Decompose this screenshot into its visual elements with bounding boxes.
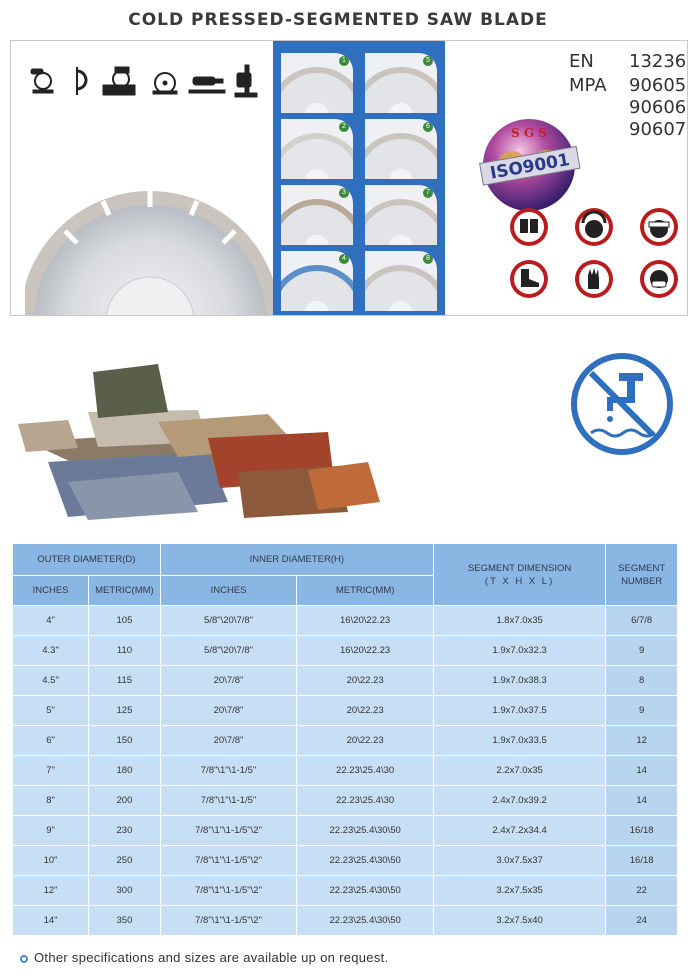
cell-inner-mm: 22.23\25.4\30\50 <box>297 816 434 846</box>
blade-thumbnail <box>281 119 353 179</box>
table-row <box>13 906 678 936</box>
table-row <box>13 636 678 666</box>
cell-outer-inches: 10" <box>13 846 89 876</box>
cell-segment-number: 8 <box>606 666 678 696</box>
cell-segment-number: 12 <box>606 726 678 756</box>
cell-outer-mm: 250 <box>89 846 161 876</box>
product-banner <box>10 40 688 316</box>
cell-inner-inches: 7/8"\1"\1-1/5"\2" <box>160 846 297 876</box>
cell-outer-inches: 7" <box>13 756 89 786</box>
read-manual-icon <box>510 208 548 246</box>
table-row <box>13 726 678 756</box>
table-row <box>13 786 678 816</box>
cell-outer-inches: 8" <box>13 786 89 816</box>
circular-saw-icon <box>153 73 177 94</box>
cell-inner-mm: 20\22.23 <box>297 726 434 756</box>
cell-inner-mm: 20\22.23 <box>297 696 434 726</box>
cell-segment-dimension: 2.2x7.0x35 <box>433 756 605 786</box>
cell-outer-inches: 14" <box>13 906 89 936</box>
cell-segment-dimension: 1.9x7.0x33.5 <box>433 726 605 756</box>
cell-outer-inches: 6" <box>13 726 89 756</box>
handheld-cutter-icon <box>189 77 225 93</box>
certification-zone <box>445 41 688 315</box>
cell-outer-mm: 110 <box>89 636 161 666</box>
iso-text: ISO9001 <box>488 150 572 184</box>
cell-outer-inches: 12" <box>13 876 89 906</box>
cell-segment-number: 22 <box>606 876 678 906</box>
no-water-icon <box>569 351 675 457</box>
cell-inner-inches: 5/8"\20\7/8" <box>160 606 297 636</box>
standard-mpa-number: 90607 <box>629 119 687 140</box>
thumbnail-number: 1 <box>339 56 349 66</box>
footnote <box>20 950 388 965</box>
cell-segment-number: 14 <box>606 786 678 816</box>
header-outer-diameter: OUTER DIAMETER(D) <box>13 544 161 576</box>
tool-icons <box>29 63 265 99</box>
cell-segment-dimension: 3.2x7.5x35 <box>433 876 605 906</box>
cell-inner-inches: 7/8"\1"\1-1/5" <box>160 756 297 786</box>
standard-en-label: EN <box>569 51 594 72</box>
blade-thumbnail <box>365 185 437 245</box>
subheader-outer-inches: INCHES <box>13 576 89 606</box>
cell-outer-mm: 200 <box>89 786 161 816</box>
face-mask-icon <box>640 260 678 298</box>
cell-outer-inches: 4" <box>13 606 89 636</box>
cell-outer-mm: 180 <box>89 756 161 786</box>
subheader-inner-metric: METRIC(MM) <box>297 576 434 606</box>
bullet-icon <box>20 955 28 963</box>
header-inner-diameter: INNER DIAMETER(H) <box>160 544 433 576</box>
cell-segment-number: 16/18 <box>606 816 678 846</box>
cell-inner-mm: 22.23\25.4\30\50 <box>297 906 434 936</box>
cell-segment-dimension: 1.9x7.0x37.5 <box>433 696 605 726</box>
cell-outer-inches: 4.3" <box>13 636 89 666</box>
table-row <box>13 846 678 876</box>
cell-segment-number: 9 <box>606 696 678 726</box>
thumbnail-number: 8 <box>423 254 433 264</box>
angle-grinder-icon <box>31 69 53 93</box>
cell-segment-dimension: 1.8x7.0x35 <box>433 606 605 636</box>
cell-inner-inches: 7/8"\1"\1-1/5"\2" <box>160 876 297 906</box>
standard-mpa-number: 90605 <box>629 75 687 96</box>
cell-outer-inches: 5" <box>13 696 89 726</box>
cell-outer-mm: 105 <box>89 606 161 636</box>
cell-segment-number: 24 <box>606 906 678 936</box>
eye-protection-icon <box>640 208 678 246</box>
thumbnail-number: 6 <box>423 122 433 132</box>
cell-outer-mm: 115 <box>89 666 161 696</box>
cell-segment-dimension: 2.4x7.0x39.2 <box>433 786 605 816</box>
safety-icons <box>499 205 688 305</box>
cell-inner-inches: 20\7/8" <box>160 696 297 726</box>
thumbnail-number: 3 <box>339 188 349 198</box>
cell-inner-inches: 7/8"\1"\1-1/5"\2" <box>160 816 297 846</box>
cell-inner-mm: 20\22.23 <box>297 666 434 696</box>
cell-segment-dimension: 1.9x7.0x32.3 <box>433 636 605 666</box>
header-segment-number-label: SEGMENT <box>618 562 666 574</box>
cell-outer-mm: 350 <box>89 906 161 936</box>
cell-segment-number: 14 <box>606 756 678 786</box>
cell-outer-mm: 150 <box>89 726 161 756</box>
page-title: COLD PRESSED-SEGMENTED SAW BLADE <box>128 10 548 30</box>
gloves-icon <box>575 260 613 298</box>
blade-variants-grid <box>273 41 445 315</box>
subheader-inner-inches: INCHES <box>160 576 297 606</box>
cell-inner-mm: 22.23\25.4\30\50 <box>297 846 434 876</box>
cell-inner-mm: 16\20\22.23 <box>297 636 434 666</box>
hand-saw-icon <box>77 67 86 95</box>
application-zone <box>11 41 273 315</box>
drill-stand-icon <box>235 65 257 97</box>
cell-outer-mm: 300 <box>89 876 161 906</box>
thumbnail-number: 2 <box>339 122 349 132</box>
ear-protection-icon <box>575 208 613 246</box>
thumbnail-number: 5 <box>423 56 433 66</box>
header-segment-number <box>606 544 678 606</box>
cell-inner-inches: 7/8"\1"\1-1/5" <box>160 786 297 816</box>
table-header-row <box>13 544 678 576</box>
standard-mpa-number: 90606 <box>629 97 687 118</box>
blade-thumbnail <box>281 185 353 245</box>
cell-segment-dimension: 2.4x7.2x34.4 <box>433 816 605 846</box>
blade-thumbnail <box>281 251 353 311</box>
blade-thumbnail <box>281 53 353 113</box>
safety-boots-icon <box>510 260 548 298</box>
cell-segment-dimension: 3.2x7.5x40 <box>433 906 605 936</box>
cell-inner-mm: 22.23\25.4\30 <box>297 756 434 786</box>
cell-inner-inches: 7/8"\1"\1-1/5"\2" <box>160 906 297 936</box>
cell-inner-mm: 22.23\25.4\30\50 <box>297 876 434 906</box>
table-row <box>13 756 678 786</box>
header-segment-dimension-label: SEGMENT DIMENSION <box>467 562 572 574</box>
footnote-text: Other specifications and sizes are available up on request. <box>34 950 389 965</box>
table-saw-icon <box>103 67 135 95</box>
table-row <box>13 816 678 846</box>
table-row <box>13 606 678 636</box>
cell-inner-mm: 22.23\25.4\30 <box>297 786 434 816</box>
cell-outer-mm: 230 <box>89 816 161 846</box>
blade-thumbnail <box>365 251 437 311</box>
cell-inner-inches: 5/8"\20\7/8" <box>160 636 297 666</box>
cell-segment-dimension: 1.9x7.0x38.3 <box>433 666 605 696</box>
cell-segment-number: 9 <box>606 636 678 666</box>
blade-thumbnail <box>365 119 437 179</box>
specification-table <box>12 543 678 936</box>
table-row <box>13 666 678 696</box>
subheader-outer-metric: METRIC(MM) <box>89 576 161 606</box>
table-row <box>13 876 678 906</box>
cell-segment-number: 16/18 <box>606 846 678 876</box>
cell-segment-number: 6/7/8 <box>606 606 678 636</box>
table-row <box>13 696 678 726</box>
cell-outer-inches: 4.5" <box>13 666 89 696</box>
sgs-text: S G S <box>511 126 547 140</box>
cell-outer-inches: 9" <box>13 816 89 846</box>
standard-en-number: 13236 <box>629 51 687 72</box>
cell-outer-mm: 125 <box>89 696 161 726</box>
stone-materials-image <box>8 352 428 520</box>
saw-blade-image <box>25 181 275 315</box>
thumbnail-number: 7 <box>423 188 433 198</box>
cell-inner-inches: 20\7/8" <box>160 666 297 696</box>
thumbnail-number: 4 <box>339 254 349 264</box>
header-segment-dimension <box>433 544 605 606</box>
standard-mpa-label: MPA <box>569 75 607 96</box>
cell-inner-inches: 20\7/8" <box>160 726 297 756</box>
blade-thumbnail <box>365 53 437 113</box>
cell-inner-mm: 16\20\22.23 <box>297 606 434 636</box>
header-segment-dimension-sub: (T X H X L) <box>484 575 555 587</box>
cell-segment-dimension: 3.0x7.5x37 <box>433 846 605 876</box>
header-segment-number-sub: NUMBER <box>621 575 663 587</box>
